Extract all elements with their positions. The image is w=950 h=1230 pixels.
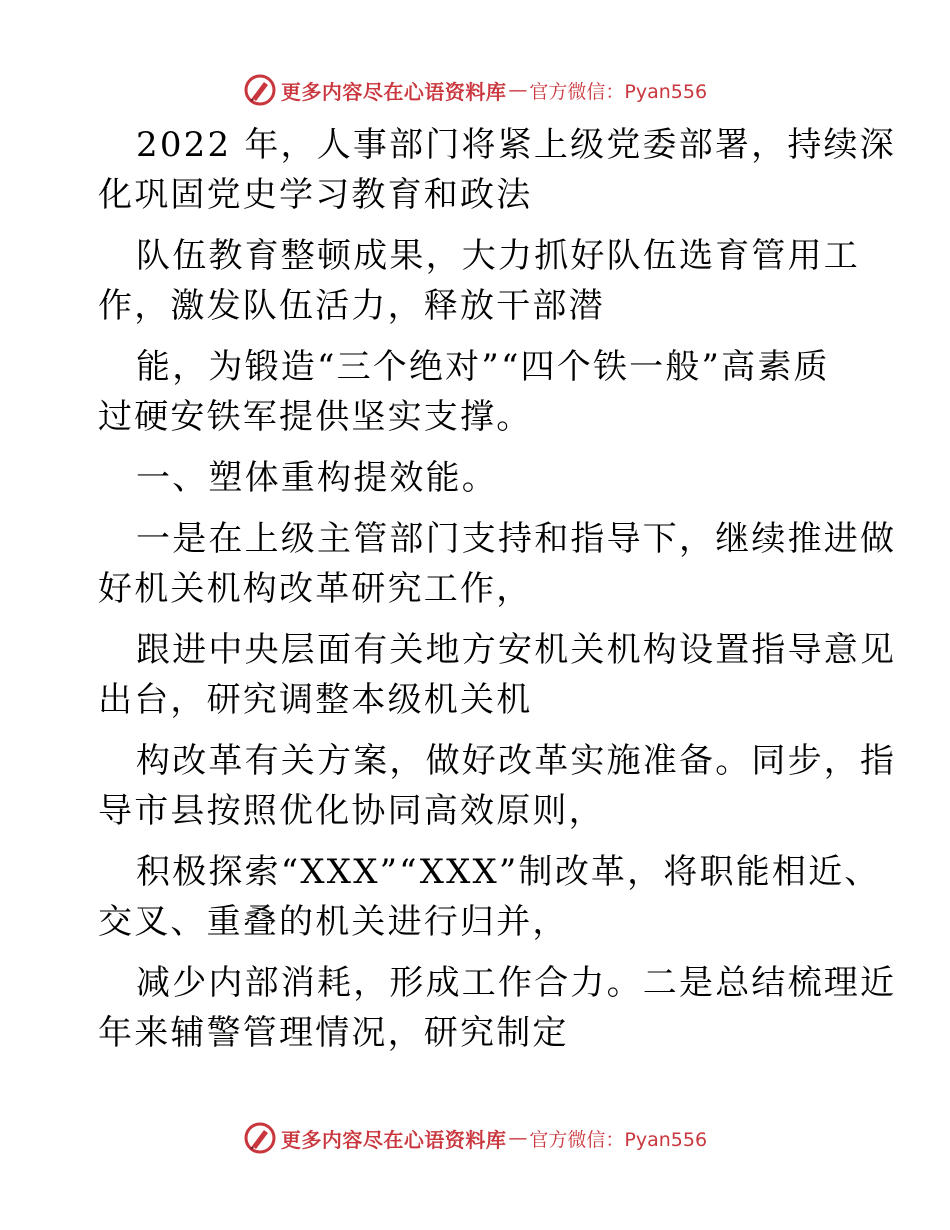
- line: 队伍教育整顿成果，大力抓好队伍选育管用工: [136, 236, 860, 276]
- footer-banner: [0, 1118, 950, 1158]
- line: 一、塑体重构提效能。: [136, 458, 498, 498]
- line: 化巩固党史学习教育和政法: [98, 175, 533, 215]
- section-heading: [98, 453, 858, 503]
- pen-logo-icon: [243, 1121, 277, 1155]
- paragraph: [98, 514, 897, 614]
- line: 过硬安铁军提供坚实支撑。: [98, 397, 533, 437]
- paragraph: [98, 958, 897, 1058]
- line: 跟进中央层面有关地方安机关机构设置指导意见: [136, 630, 897, 670]
- paragraph: [98, 736, 897, 836]
- line: 交叉、重叠的机关进行归并，: [98, 902, 569, 942]
- header-banner: [0, 70, 950, 110]
- banner-wechat: 官方微信：Pyan556: [529, 1128, 708, 1151]
- paragraph: [98, 625, 897, 725]
- line: 年来辅警管理情况，研究制定: [98, 1013, 569, 1053]
- line: 出台，研究调整本级机关机: [98, 680, 533, 720]
- document-body: [98, 120, 897, 1058]
- line: 作，激发队伍活力，释放干部潜: [98, 286, 605, 326]
- banner-wechat: 官方微信：Pyan556: [529, 80, 708, 103]
- banner-title: 更多内容尽在心语资料库: [280, 79, 507, 104]
- banner-separator: —: [508, 79, 528, 101]
- pen-logo-icon: [243, 73, 277, 107]
- line: 2022 年，人事部门将紧上级党委部署，持续深: [136, 125, 896, 165]
- line: 导市县按照优化协同高效原则，: [98, 791, 605, 831]
- line: 一是在上级主管部门支持和指导下，继续推进做: [136, 519, 897, 559]
- line: 能，为锻造“三个绝对”“四个铁一般”高素质: [136, 347, 830, 387]
- paragraph: [98, 120, 896, 220]
- line: 积极探索“XXX”“XXX”制改革，将职能相近、: [136, 852, 881, 892]
- paragraph: [98, 231, 858, 331]
- line: 减少内部消耗，形成工作合力。二是总结梳理近: [136, 963, 897, 1003]
- banner-separator: —: [508, 1127, 528, 1149]
- paragraph: [98, 342, 858, 442]
- line: 构改革有关方案，做好改革实施准备。同步，指: [136, 741, 897, 781]
- paragraph: [98, 847, 881, 947]
- banner-title: 更多内容尽在心语资料库: [280, 1127, 507, 1152]
- line: 好机关机构改革研究工作，: [98, 569, 533, 609]
